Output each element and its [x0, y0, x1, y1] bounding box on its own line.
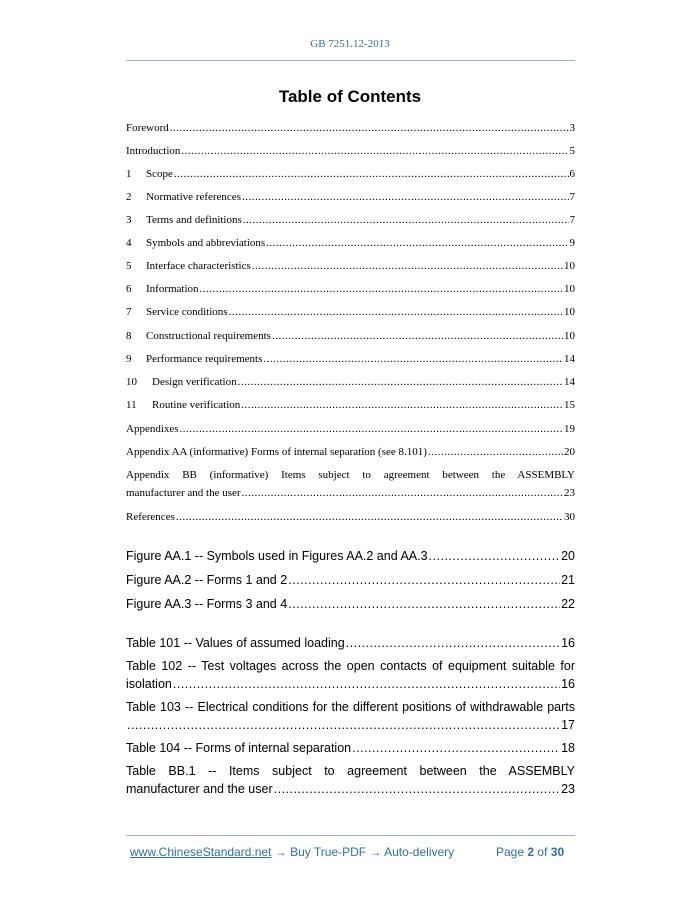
toc-entry-text: Appendixes — [126, 423, 179, 435]
toc-entry-text: Scope — [146, 168, 173, 180]
leader-dots — [352, 741, 560, 755]
figure-entry-page: 22 — [561, 597, 575, 611]
toc-entry-page: 10 — [564, 260, 575, 272]
toc-entry[interactable] — [126, 260, 575, 272]
page-total: 30 — [550, 845, 565, 859]
toc-entry-page: 19 — [564, 423, 575, 435]
leader-dots — [173, 677, 560, 691]
toc-entry-page: 3 — [569, 122, 575, 134]
toc-entry-number: 2 — [126, 191, 132, 203]
table-entry-text: Table 101 -- Values of assumed loading — [126, 636, 345, 650]
leader-dots — [429, 549, 561, 563]
table-entry[interactable] — [126, 782, 575, 796]
toc-entry-text: Service conditions — [146, 306, 228, 318]
toc-entry[interactable] — [126, 353, 575, 365]
toc-entry-page: 10 — [564, 306, 575, 318]
toc-entry-text: Constructional requirements — [146, 330, 271, 342]
table-entry-page: 23 — [561, 782, 575, 796]
leader-dots — [288, 597, 560, 611]
toc-entry-page: 20 — [564, 446, 575, 458]
leader-dots — [428, 446, 563, 458]
of-label: of — [537, 845, 548, 859]
figure-entry-page: 20 — [561, 549, 575, 563]
toc-entry-text: Introduction — [126, 145, 181, 157]
buy-pdf-text[interactable]: → Buy True-PDF → Auto-delivery — [274, 845, 455, 859]
leader-dots — [242, 487, 563, 499]
toc-entry[interactable] — [126, 168, 575, 180]
toc-entry[interactable] — [126, 487, 575, 499]
toc-entry-text: Terms and definitions — [146, 214, 242, 226]
leader-dots — [252, 260, 563, 272]
table-entry-102-line1[interactable]: Table 102 -- Test voltages across the open contacts of equipment suitable for — [126, 659, 575, 673]
toc-entry-page: 9 — [569, 237, 575, 249]
toc-entry-page: 15 — [564, 399, 575, 411]
toc-entry[interactable] — [126, 122, 575, 134]
toc-entry-page: 6 — [569, 168, 575, 180]
toc-entry-text: Performance requirements — [146, 353, 263, 365]
page-number: 2 — [527, 845, 535, 859]
leader-dots — [263, 353, 563, 365]
leader-dots — [127, 718, 560, 732]
toc-entry[interactable] — [126, 306, 575, 318]
toc-entry-page: 14 — [564, 353, 575, 365]
table-entry-page: 17 — [561, 718, 575, 732]
toc-entry-page: 30 — [564, 511, 575, 523]
toc-entry-number: 5 — [126, 260, 132, 272]
toc-entry[interactable] — [126, 376, 575, 388]
page-title: Table of Contents — [278, 87, 422, 106]
table-entry-page: 16 — [561, 636, 575, 650]
leader-dots — [181, 145, 568, 157]
leader-dots — [229, 306, 563, 318]
leader-dots — [346, 636, 560, 650]
table-entry-103-line1[interactable]: Table 103 -- Electrical conditions for the different positions of withdrawable parts — [126, 700, 575, 714]
leader-dots — [238, 376, 563, 388]
toc-entry[interactable] — [126, 214, 575, 226]
toc-entry-page: 7 — [569, 191, 575, 203]
toc-entry[interactable] — [126, 399, 575, 411]
figure-entry[interactable] — [126, 573, 575, 587]
toc-entry-bb-line1[interactable]: Appendix BB (informative) Items subject to agreement between the ASSEMBLY — [126, 469, 575, 481]
table-entry[interactable] — [126, 636, 575, 650]
toc-entry[interactable] — [126, 283, 575, 295]
figure-entry-text: Figure AA.2 -- Forms 1 and 2 — [126, 573, 288, 587]
leader-dots — [174, 168, 569, 180]
toc-entry-text: Interface characteristics — [146, 260, 251, 272]
toc-entry-number: 1 — [126, 168, 132, 180]
figure-entry[interactable] — [126, 597, 575, 611]
toc-entry-number: 10 — [126, 376, 137, 388]
toc-entry-page: 23 — [564, 487, 575, 499]
toc-entry-text: Routine verification — [152, 399, 241, 411]
leader-dots — [288, 573, 560, 587]
page-indicator — [496, 845, 564, 859]
toc-entry-text: manufacturer and the user — [126, 487, 241, 499]
leader-dots — [176, 511, 563, 523]
footer-rule — [126, 835, 575, 836]
leader-dots — [170, 122, 569, 134]
leader-dots — [274, 782, 560, 796]
toc-entry[interactable] — [126, 446, 575, 458]
leader-dots — [241, 399, 563, 411]
toc-entry-number: 8 — [126, 330, 132, 342]
leader-dots — [266, 237, 568, 249]
toc-entry-page: 14 — [564, 376, 575, 388]
leader-dots — [180, 423, 563, 435]
toc-entry-text: Information — [146, 283, 199, 295]
table-entry-page: 18 — [561, 741, 575, 755]
toc-entry[interactable] — [126, 330, 575, 342]
table-entry-page: 16 — [561, 677, 575, 691]
toc-entry[interactable] — [126, 145, 575, 157]
footer-promo[interactable] — [130, 845, 454, 859]
running-header: GB 7251.12-2013 — [310, 38, 390, 50]
toc-entry[interactable] — [126, 191, 575, 203]
toc-entry-number: 3 — [126, 214, 132, 226]
figure-entry-page: 21 — [561, 573, 575, 587]
toc-entry-page: 5 — [569, 145, 575, 157]
toc-entry-text: Appendix AA (informative) Forms of internal separation (see 8.101) — [126, 446, 427, 458]
table-entry-text: isolation — [126, 677, 172, 691]
toc-entry-number: 11 — [126, 399, 137, 411]
figure-entry-text: Figure AA.1 -- Symbols used in Figures AA.2 and AA.3 — [126, 549, 428, 563]
table-entry[interactable] — [126, 677, 575, 691]
leader-dots — [200, 283, 563, 295]
table-entry-bb1-line1[interactable]: Table BB.1 -- Items subject to agreement between the ASSEMBLY — [126, 764, 575, 778]
page-label: Page — [496, 845, 525, 859]
table-entry[interactable] — [126, 718, 575, 732]
table-entry-text: Table 104 -- Forms of internal separation — [126, 741, 352, 755]
figure-entry-text: Figure AA.3 -- Forms 3 and 4 — [126, 597, 288, 611]
toc-entry-text: Normative references — [146, 191, 241, 203]
table-entry-text: manufacturer and the user — [126, 782, 273, 796]
website-link[interactable]: www.ChineseStandard.net — [130, 845, 272, 859]
leader-dots — [272, 330, 563, 342]
toc-entry-page: 10 — [564, 330, 575, 342]
figure-entry[interactable] — [126, 549, 575, 563]
toc-entry-page: 7 — [569, 214, 575, 226]
toc-entry-number: 9 — [126, 353, 132, 365]
toc-entry[interactable] — [126, 423, 575, 435]
toc-entry-number: 6 — [126, 283, 132, 295]
toc-entry-number: 7 — [126, 306, 132, 318]
toc-entry[interactable] — [126, 237, 575, 249]
toc-entry-text: References — [126, 511, 175, 523]
header-rule — [126, 60, 575, 61]
table-entry[interactable] — [126, 741, 575, 755]
toc-entry-text: Design verification — [152, 376, 237, 388]
toc-entry-page: 10 — [564, 283, 575, 295]
toc-entry[interactable] — [126, 511, 575, 523]
toc-entry-text: Foreword — [126, 122, 169, 134]
leader-dots — [243, 214, 569, 226]
toc-entry-text: Symbols and abbreviations — [146, 237, 266, 249]
leader-dots — [242, 191, 569, 203]
toc-entry-number: 4 — [126, 237, 132, 249]
